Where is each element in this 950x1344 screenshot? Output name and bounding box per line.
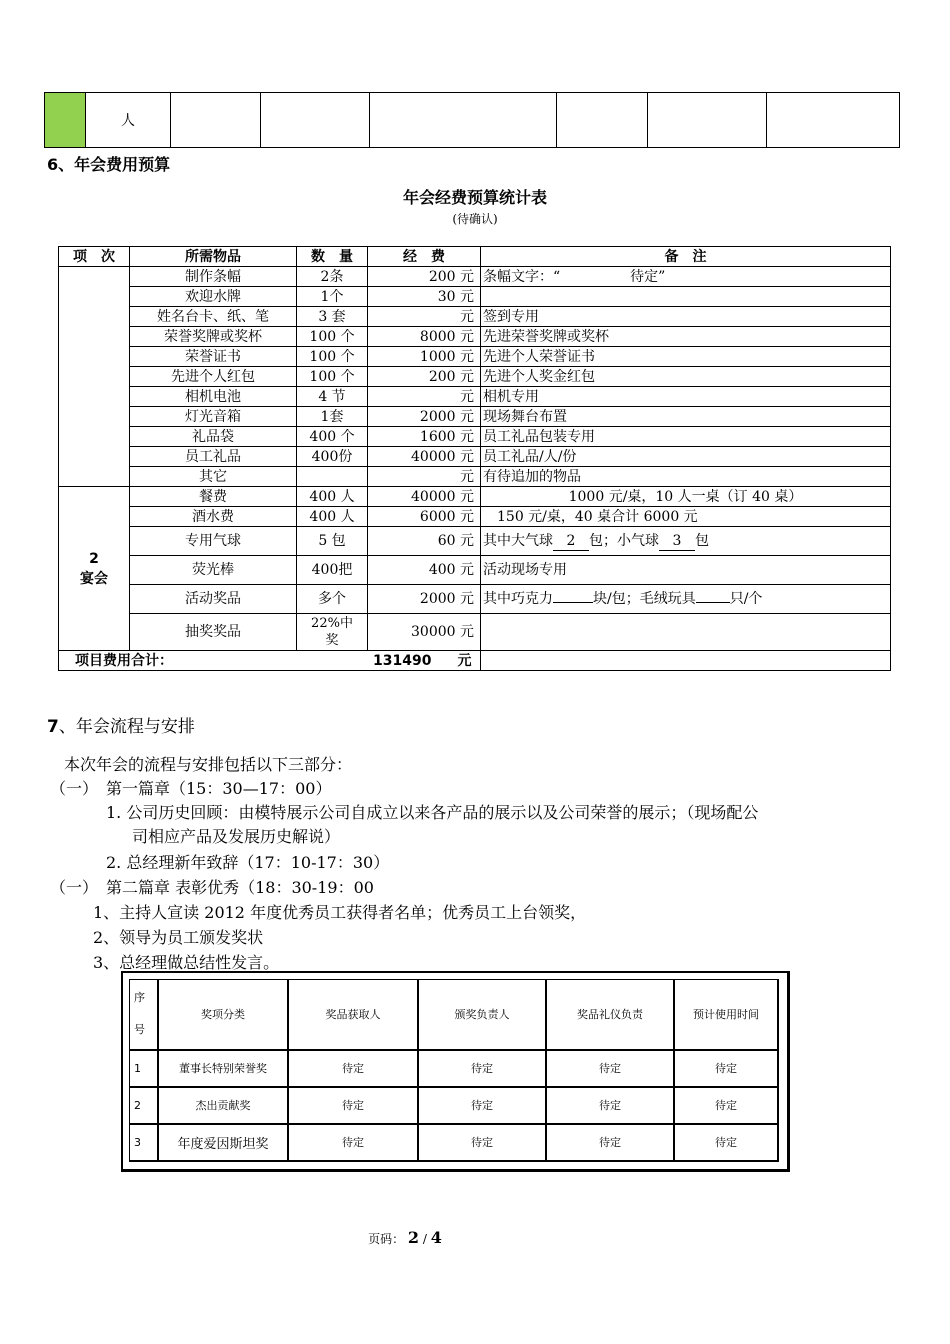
award-category: 董事长特别荣誉奖 bbox=[158, 1050, 288, 1087]
section7-num: 7 bbox=[47, 717, 59, 737]
qty-cell: 4 节 bbox=[297, 387, 368, 407]
budget-subtitle: (待确认) bbox=[452, 212, 498, 226]
qty-cell: 多个 bbox=[297, 585, 368, 614]
note-cell: 活动现场专用 bbox=[481, 556, 891, 585]
budget-row bbox=[59, 367, 891, 387]
cost-cell: 200 元 bbox=[368, 267, 481, 287]
awards-row bbox=[130, 1050, 779, 1087]
note-cell: 先进个人荣誉证书 bbox=[481, 347, 891, 367]
page-sep: / bbox=[422, 1232, 427, 1246]
cost-cell: 30000 元 bbox=[368, 614, 481, 651]
cost-cell: 1000 元 bbox=[368, 347, 481, 367]
header-time: 预计使用时间 bbox=[674, 980, 778, 1050]
part1-heading: （一） 第一篇章（15：30—17：00） bbox=[50, 779, 332, 798]
budget-row bbox=[59, 467, 891, 487]
award-cell: 待定 bbox=[674, 1087, 778, 1124]
note-cell: 其中大气球 2 包；小气球 3 包 bbox=[481, 527, 891, 556]
cost-cell: 40000 元 bbox=[368, 447, 481, 467]
page-number: 2 bbox=[407, 1228, 420, 1247]
note-cell: 相机专用 bbox=[481, 387, 891, 407]
item-cell: 礼品袋 bbox=[130, 427, 297, 447]
award-cell: 待定 bbox=[288, 1050, 418, 1087]
item-cell: 制作条幅 bbox=[130, 267, 297, 287]
seq-header: 序 号 bbox=[130, 980, 159, 1050]
item1-line-b: 司相应产品及发展历史解说） bbox=[132, 827, 341, 846]
group2-label: 宴会 bbox=[80, 570, 108, 587]
header-presenter: 颁奖负责人 bbox=[418, 980, 546, 1050]
award-seq: 1 bbox=[130, 1050, 159, 1087]
qty-cell: 3 套 bbox=[297, 307, 368, 327]
item-cell: 相机电池 bbox=[130, 387, 297, 407]
award-cell: 待定 bbox=[546, 1050, 674, 1087]
budget-header-row bbox=[59, 247, 891, 267]
budget-row bbox=[59, 267, 891, 287]
cost-cell: 1600 元 bbox=[368, 427, 481, 447]
total-value: 131490 bbox=[373, 652, 432, 669]
budget-table bbox=[58, 246, 891, 671]
item-cell: 欢迎水牌 bbox=[130, 287, 297, 307]
awards-body bbox=[130, 1050, 779, 1161]
cost-cell: 40000 元 bbox=[368, 487, 481, 507]
award-cell: 待定 bbox=[288, 1087, 418, 1124]
awards-table-frame bbox=[121, 971, 790, 1172]
note-cell: 员工礼品/人/份 bbox=[481, 447, 891, 467]
cost-cell: 6000 元 bbox=[368, 507, 481, 527]
total-row bbox=[59, 651, 891, 671]
budget-row bbox=[59, 487, 891, 507]
note-cell: 签到专用 bbox=[481, 307, 891, 327]
budget-group1 bbox=[59, 267, 891, 487]
award-cell: 待定 bbox=[674, 1124, 778, 1161]
item-cell: 灯光音箱 bbox=[130, 407, 297, 427]
award-cell: 待定 bbox=[418, 1050, 546, 1087]
item-cell: 员工礼品 bbox=[130, 447, 297, 467]
page-label: 页码： bbox=[368, 1232, 405, 1246]
cost-cell: 元 bbox=[368, 307, 481, 327]
cost-cell: 30 元 bbox=[368, 287, 481, 307]
header-qty: 数 量 bbox=[297, 247, 368, 267]
section6-heading: 6、年会费用预算 bbox=[47, 155, 171, 174]
total-cell bbox=[59, 651, 481, 671]
qty-cell: 1套 bbox=[297, 407, 368, 427]
item-cell: 荣誉奖牌或奖杯 bbox=[130, 327, 297, 347]
item-cell: 荣誉证书 bbox=[130, 347, 297, 367]
step2-line: 2、领导为员工颁发奖状 bbox=[93, 928, 264, 947]
qty-cell: 400 人 bbox=[297, 487, 368, 507]
item-cell: 抽奖奖品 bbox=[130, 614, 297, 651]
award-cell: 待定 bbox=[546, 1124, 674, 1161]
cost-cell: 200 元 bbox=[368, 367, 481, 387]
note-cell: 150 元/桌，40 桌合计 6000 元 bbox=[481, 507, 891, 527]
cost-cell: 2000 元 bbox=[368, 407, 481, 427]
note-cell: 现场舞台布置 bbox=[481, 407, 891, 427]
note-cell: 1000 元/桌，10 人一桌（订 40 桌） bbox=[481, 487, 891, 507]
qty-cell: 5 包 bbox=[297, 527, 368, 556]
award-cell: 待定 bbox=[418, 1087, 546, 1124]
group2-label-cell bbox=[59, 487, 130, 651]
header-category: 奖项分类 bbox=[158, 980, 288, 1050]
item-cell: 先进个人红包 bbox=[130, 367, 297, 387]
note-cell: 有待追加的物品 bbox=[481, 467, 891, 487]
award-seq: 3 bbox=[130, 1124, 159, 1161]
qty-cell: 400份 bbox=[297, 447, 368, 467]
award-cell: 待定 bbox=[546, 1087, 674, 1124]
awards-row bbox=[130, 1087, 779, 1124]
budget-row bbox=[59, 327, 891, 347]
note-cell bbox=[481, 287, 891, 307]
budget-row bbox=[59, 556, 891, 585]
note-cell: 其中巧克力 块/包；毛绒玩具 只/个 bbox=[481, 585, 891, 614]
step1-line: 1、主持人宣读 2012 年度优秀员工获得者名单；优秀员工上台领奖， bbox=[93, 903, 587, 922]
budget-row bbox=[59, 427, 891, 447]
awards-header-row bbox=[130, 980, 779, 1050]
awards-table bbox=[129, 979, 779, 1162]
budget-title: 年会经费预算统计表 bbox=[402, 188, 547, 207]
qty-cell: 100 个 bbox=[297, 367, 368, 387]
award-category: 杰出贡献奖 bbox=[158, 1087, 288, 1124]
awards-row bbox=[130, 1124, 779, 1161]
item-cell: 活动奖品 bbox=[130, 585, 297, 614]
step3-line: 3、总经理做总结性发言。 bbox=[93, 953, 280, 972]
page-total: 4 bbox=[430, 1228, 442, 1247]
group2-number: 2 bbox=[89, 550, 99, 567]
item-cell: 荧光棒 bbox=[130, 556, 297, 585]
budget-row bbox=[59, 614, 891, 651]
header-cost: 经 费 bbox=[368, 247, 481, 267]
note-cell: 先进荣誉奖牌或奖杯 bbox=[481, 327, 891, 347]
award-seq: 2 bbox=[130, 1087, 159, 1124]
note-cell: 先进个人奖金红包 bbox=[481, 367, 891, 387]
note-cell: 员工礼品包装专用 bbox=[481, 427, 891, 447]
total-unit: 元 bbox=[457, 652, 472, 669]
total-label: 项目费用合计： bbox=[75, 652, 173, 669]
group1-label-cell bbox=[59, 267, 130, 487]
qty-cell: 22%中奖 bbox=[297, 614, 368, 651]
header-item: 所需物品 bbox=[130, 247, 297, 267]
cost-cell: 2000 元 bbox=[368, 585, 481, 614]
item1-line-a: 1. 公司历史回顾：由模特展示公司自成立以来各产品的展示以及公司荣誉的展示；（现场配公 bbox=[106, 803, 759, 822]
budget-row bbox=[59, 447, 891, 467]
page-footer bbox=[0, 1228, 810, 1247]
award-cell: 待定 bbox=[418, 1124, 546, 1161]
green-cell bbox=[45, 93, 86, 148]
qty-cell: 100 个 bbox=[297, 347, 368, 367]
person-cell: 人 bbox=[86, 93, 171, 148]
budget-row bbox=[59, 585, 891, 614]
award-cell: 待定 bbox=[288, 1124, 418, 1161]
award-category: 年度爱因斯坦奖 bbox=[158, 1124, 288, 1161]
cost-cell: 元 bbox=[368, 387, 481, 407]
header-note: 备 注 bbox=[481, 247, 891, 267]
item-cell: 餐费 bbox=[130, 487, 297, 507]
budget-row bbox=[59, 287, 891, 307]
budget-row bbox=[59, 387, 891, 407]
qty-cell: 400 个 bbox=[297, 427, 368, 447]
item2-line: 2. 总经理新年致辞（17：10-17：30） bbox=[106, 853, 390, 872]
cost-cell: 元 bbox=[368, 467, 481, 487]
budget-row bbox=[59, 307, 891, 327]
qty-cell bbox=[297, 467, 368, 487]
qty-cell: 2条 bbox=[297, 267, 368, 287]
item-cell: 专用气球 bbox=[130, 527, 297, 556]
note-cell bbox=[481, 614, 891, 651]
budget-row bbox=[59, 507, 891, 527]
cost-cell: 400 元 bbox=[368, 556, 481, 585]
qty-cell: 400把 bbox=[297, 556, 368, 585]
cost-cell: 8000 元 bbox=[368, 327, 481, 347]
qty-cell: 400 人 bbox=[297, 507, 368, 527]
intro-text: 本次年会的流程与安排包括以下三部分： bbox=[64, 755, 353, 774]
item-cell: 其它 bbox=[130, 467, 297, 487]
qty-cell: 1个 bbox=[297, 287, 368, 307]
item-cell: 姓名台卡、纸、笔 bbox=[130, 307, 297, 327]
budget-row bbox=[59, 527, 891, 556]
budget-row bbox=[59, 407, 891, 427]
header-index: 项 次 bbox=[59, 247, 130, 267]
part2-heading: （一） 第二篇章 表彰优秀（18：30-19：00 bbox=[50, 878, 374, 897]
award-cell: 待定 bbox=[674, 1050, 778, 1087]
qty-cell: 100 个 bbox=[297, 327, 368, 347]
budget-row bbox=[59, 347, 891, 367]
header-etiquette: 奖品礼仪负责 bbox=[546, 980, 674, 1050]
header-recipient: 奖品获取人 bbox=[288, 980, 418, 1050]
top-partial-table bbox=[44, 92, 900, 148]
item-cell: 酒水费 bbox=[130, 507, 297, 527]
section7-heading: 7、年会流程与安排 bbox=[47, 717, 195, 737]
note-cell: 条幅文字：“ 待定” bbox=[481, 267, 891, 287]
cost-cell: 60 元 bbox=[368, 527, 481, 556]
